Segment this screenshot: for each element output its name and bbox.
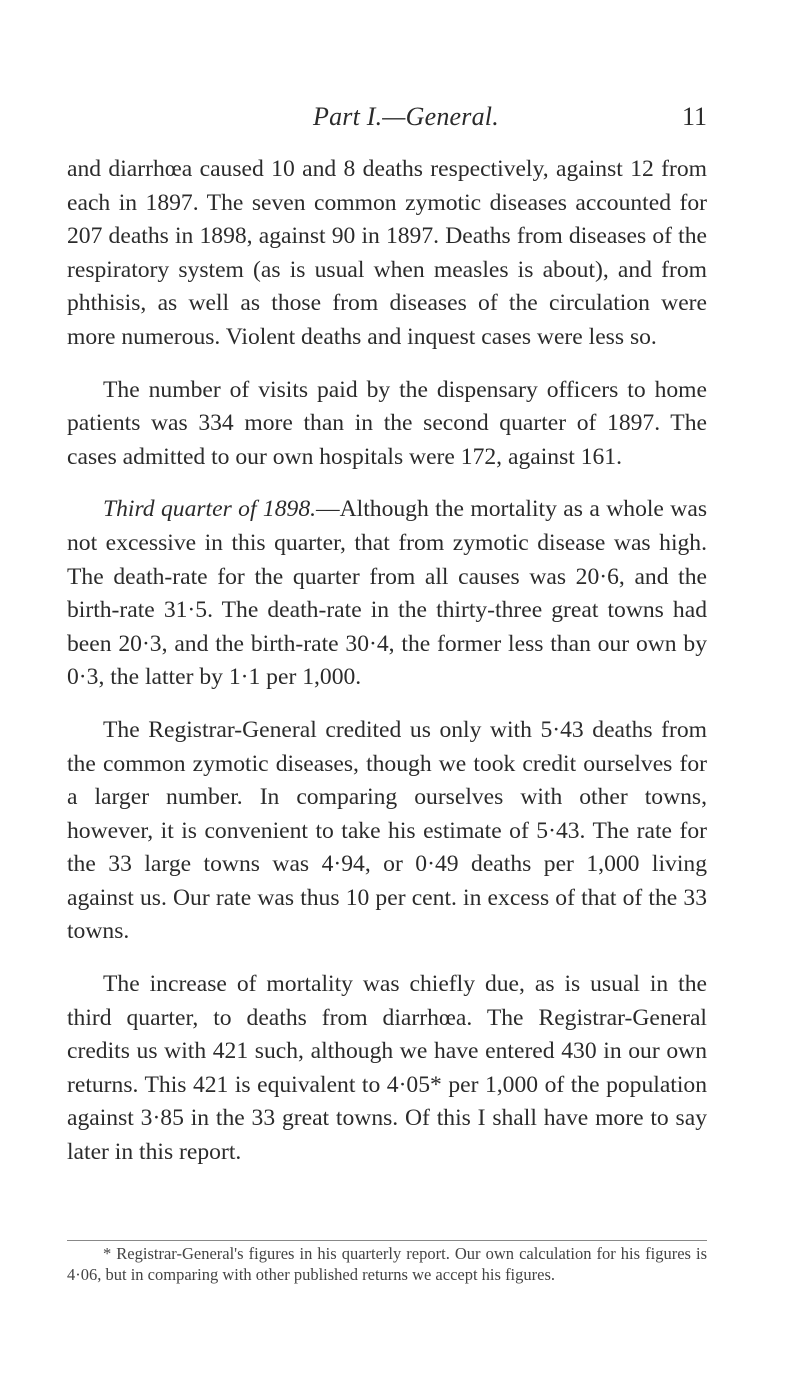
paragraph-5: The increase of mortality was chiefly due, as is usual in the third quarter, to deaths from diarrhœa. The Registrar-General credits us with 421 such, although we have entered 430 in our own returns. This 421 is equivalent to 4·05* per 1,000 of the population against 3·85 in the 33 great towns. Of this I shall have more to say later in this report.	[67, 971, 707, 1166]
footnote-divider	[67, 1240, 707, 1241]
running-header	[67, 102, 707, 134]
section-heading-third-quarter: Third quarter of 1898.	[103, 496, 317, 523]
paragraph-3-text: —Although the mortality as a whole was not excessive in this quarter, that from zymotic disease was high. The death-rate for the quarter from all causes was 20·6, and the birth-rate 31·5. The death-rate in the thirty-three great towns had been 20·3, and the birth-rate 30·4, the former less than our own by 0·3, the latter by 1·1 per 1,000.	[67, 496, 707, 691]
running-title: Part I.—General.	[313, 102, 499, 131]
paragraph-1: and diarrhœa caused 10 and 8 deaths respectively, against 12 from each in 1897. The seven common zymotic diseases accounted for 207 deaths in 1898, against 90 in 1897. Deaths from diseases of the respiratory system (as is usual when measles is about), and from phthisis, as well as those from diseases of the circulation were more numerous. Violent deaths and inquest cases were less so.	[67, 156, 707, 350]
paragraph-2: The number of visits paid by the dispensary officers to home patients was 334 more than in the second quarter of 1897. The cases admitted to our own hospitals were 172, against 161.	[67, 376, 707, 470]
body-text	[67, 153, 707, 1170]
paragraph-3	[67, 493, 707, 695]
footnote: * Registrar-General's figures in his quarterly report. Our own calculation for his figures is 4·06, but in comparing with other published returns we accept his figures.	[67, 1244, 707, 1284]
page-number: 11	[681, 102, 707, 131]
paragraph-4: The Registrar-General credited us only with 5·43 deaths from the common zymotic diseases, though we took credit ourselves for a larger number. In comparing ourselves with other towns, however, it is convenient to take his estimate of 5·43. The rate for the 33 large towns was 4·94, or 0·49 deaths per 1,000 living against us. Our rate was thus 10 per cent. in excess of that of the 33 towns.	[67, 716, 707, 945]
